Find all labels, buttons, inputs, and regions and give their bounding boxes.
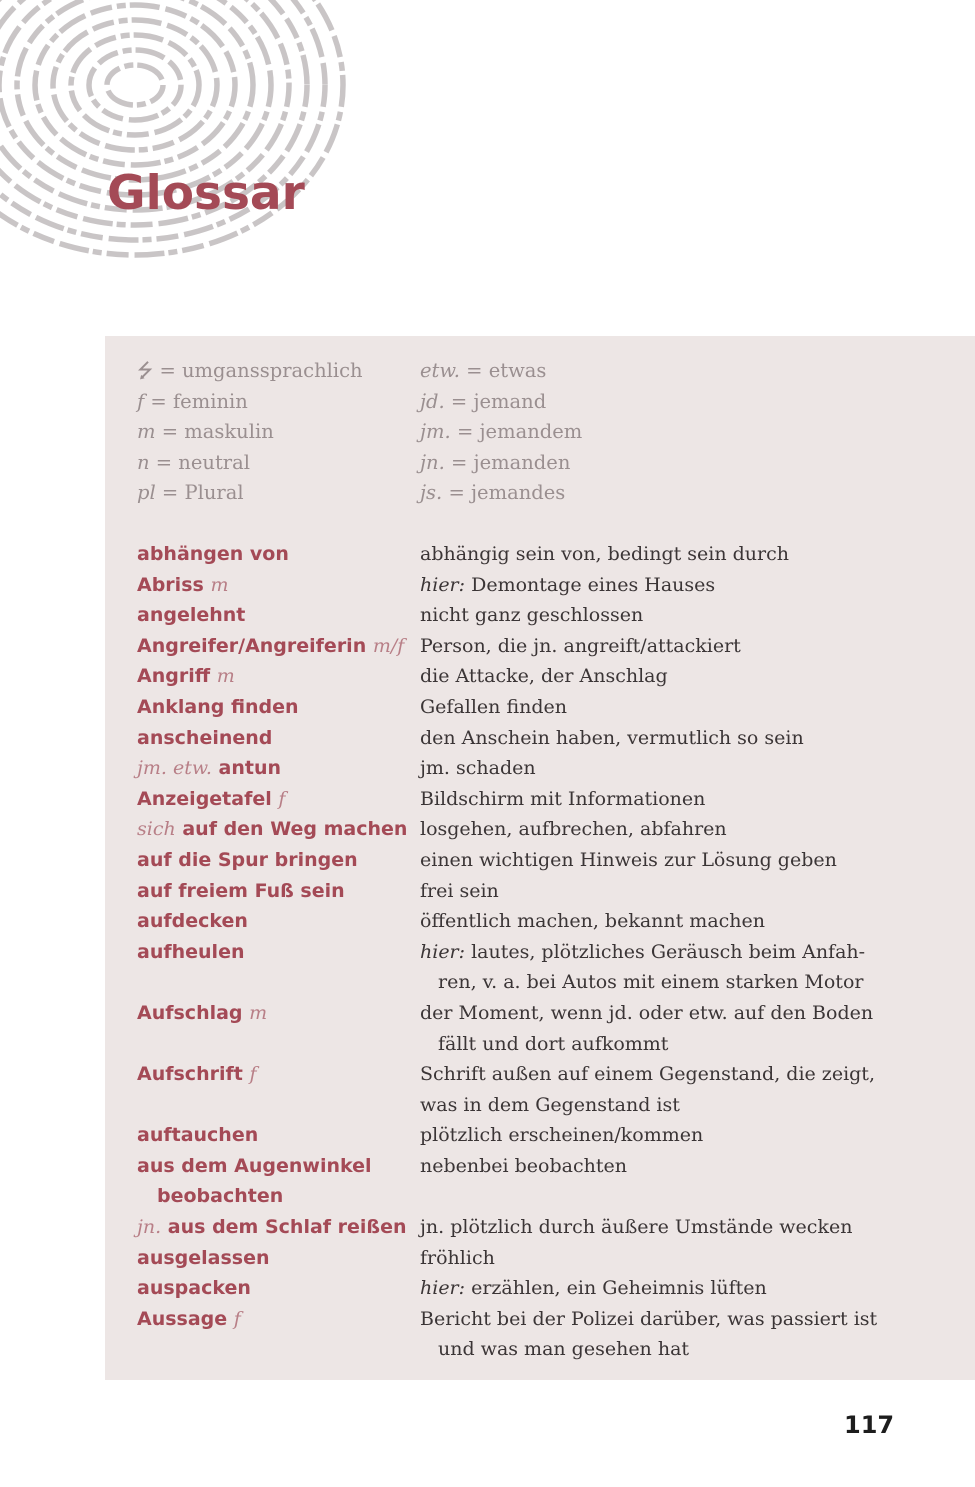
glossary-definition xyxy=(420,906,897,937)
term-text: aus dem Augenwinkel xyxy=(137,1154,372,1177)
term-prefix: jn. xyxy=(137,1216,162,1239)
glossary-definition xyxy=(420,937,897,998)
glossary-entry xyxy=(137,570,897,601)
glossary-definition xyxy=(420,1212,897,1243)
definition-line xyxy=(420,661,897,692)
glossary-definition xyxy=(420,845,897,876)
glossary-entry xyxy=(137,784,897,815)
glossary-entry xyxy=(137,937,897,998)
definition-text: fröhlich xyxy=(420,1246,495,1269)
definition-text: Bericht bei der Polizei darüber, was passiert ist xyxy=(420,1307,878,1330)
definition-line xyxy=(420,845,897,876)
glossary-term xyxy=(137,692,420,723)
glossary-term xyxy=(137,845,420,876)
glossary-entry xyxy=(137,814,897,845)
glossary-entry xyxy=(137,998,897,1059)
definition-text: Schrift außen auf einem Gegenstand, die zeigt, xyxy=(420,1063,875,1086)
term-text: Aufschrift xyxy=(137,1063,243,1086)
glossary-entry xyxy=(137,1273,897,1304)
abbreviation-left xyxy=(137,417,274,448)
glossary-definition xyxy=(420,1120,897,1151)
term-text: Angriff xyxy=(137,665,211,688)
definition-text: Gefallen finden xyxy=(420,695,568,718)
abbreviation-right xyxy=(420,387,546,418)
glossary-entry xyxy=(137,600,897,631)
term-text: Aufschlag xyxy=(137,1001,243,1024)
definition-prefix: hier: xyxy=(420,573,466,596)
fingerprint-icon xyxy=(0,0,350,300)
term-text: angelehnt xyxy=(137,604,246,627)
glossary-term xyxy=(137,1212,420,1243)
abbreviation-symbol: jn. xyxy=(420,450,445,474)
glossary-term xyxy=(137,539,420,570)
abbreviation-meaning: = jemandem xyxy=(450,420,583,443)
abbreviation-symbol: n xyxy=(137,450,150,474)
abbreviation-left xyxy=(137,448,250,479)
term-text: ausgelassen xyxy=(137,1246,270,1269)
glossary-definition xyxy=(420,814,897,845)
glossary-definition xyxy=(420,631,897,662)
glossary-term xyxy=(137,906,420,937)
abbreviation-right xyxy=(420,448,570,479)
definition-text: einen wichtigen Hinweis zur Lösung geben xyxy=(420,848,837,871)
page-title: Glossar xyxy=(107,166,305,221)
abbreviation-right xyxy=(420,478,565,509)
glossary-entry xyxy=(137,1304,897,1365)
definition-line xyxy=(420,1304,897,1335)
definition-continuation: und was man gesehen hat xyxy=(438,1338,690,1361)
glossary-term xyxy=(137,723,420,754)
term-text: auspacken xyxy=(137,1277,251,1300)
abbreviation-symbol: m xyxy=(137,420,156,443)
abbreviation-left xyxy=(137,387,248,418)
glossary-entry xyxy=(137,661,897,692)
glossary-definition xyxy=(420,1151,897,1212)
abbreviation-meaning: = Plural xyxy=(155,481,244,504)
definition-line xyxy=(420,600,897,631)
abbreviation-symbol: jd. xyxy=(420,389,445,413)
abbreviation-meaning: = jemanden xyxy=(444,450,571,474)
definition-line xyxy=(420,998,897,1029)
abbreviation-symbol: f xyxy=(137,389,145,413)
glossary-definition xyxy=(420,1304,897,1365)
definition-text: losgehen, aufbrechen, abfahren xyxy=(420,818,727,841)
definition-text: frei sein xyxy=(420,879,499,902)
grammar-label: m xyxy=(249,1001,268,1024)
glossary-term xyxy=(137,814,420,845)
definition-continuation: ren, v. a. bei Autos mit einem starken Motor xyxy=(438,971,864,994)
glossary-term xyxy=(137,876,420,907)
glossary-definition xyxy=(420,723,897,754)
term-text: auf den Weg machen xyxy=(182,818,408,841)
glossary-definition xyxy=(420,1243,897,1274)
glossary-term xyxy=(137,1120,420,1151)
abbreviation-meaning: = jemand xyxy=(444,389,547,413)
glossary-definition xyxy=(420,1059,897,1120)
term-text: aufheulen xyxy=(137,940,245,963)
definition-line xyxy=(420,539,897,570)
glossary-definition xyxy=(420,661,897,692)
definition-line xyxy=(420,1273,897,1304)
definition-line xyxy=(420,876,897,907)
term-text: Abriss xyxy=(137,573,204,596)
glossary-definition xyxy=(420,876,897,907)
abbreviation-right xyxy=(420,356,546,387)
glossary-term xyxy=(137,937,420,998)
term-text: abhängen von xyxy=(137,543,289,565)
page-number: 117 xyxy=(844,1411,895,1439)
definition-text: lautes, plötzliches Geräusch beim Anfah- xyxy=(465,940,866,963)
term-text: aufdecken xyxy=(137,910,248,933)
abbreviation-symbol: js. xyxy=(420,481,443,504)
definition-text: den Anschein haben, vermutlich so sein xyxy=(420,726,804,749)
abbreviation-symbol: pl xyxy=(137,481,156,504)
definition-line xyxy=(420,723,897,754)
definition-prefix: hier: xyxy=(420,940,466,963)
definition-text: Person, die jn. angreift/attackiert xyxy=(420,634,741,657)
grammar-label: m xyxy=(216,665,235,688)
term-text: aus dem Schlaf reißen xyxy=(167,1216,407,1239)
definition-text: Demontage eines Hauses xyxy=(465,573,716,596)
glossary-entry xyxy=(137,1059,897,1120)
abbreviation-meaning: = feminin xyxy=(144,389,248,413)
term-text: Anklang finden xyxy=(137,695,299,718)
abbreviation-meaning: = neutral xyxy=(149,450,250,474)
term-text: anscheinend xyxy=(137,726,273,749)
abbreviation-meaning: = jemandes xyxy=(442,481,566,504)
grammar-label: f xyxy=(249,1063,257,1086)
glossary-term xyxy=(137,1304,420,1365)
grammar-label: m/f xyxy=(372,634,405,657)
term-text: auf freiem Fuß sein xyxy=(137,879,345,902)
definition-text: erzählen, ein Geheimnis lüften xyxy=(465,1277,767,1300)
definition-line xyxy=(420,784,897,815)
glossary-entry xyxy=(137,539,897,570)
grammar-label: f xyxy=(278,787,286,810)
abbreviation-left xyxy=(137,478,244,509)
term-text: Anzeigetafel xyxy=(137,787,272,810)
abbreviation-symbol: etw. xyxy=(420,359,460,382)
glossary-list xyxy=(137,539,897,1365)
definition-line xyxy=(420,1212,897,1243)
term-text: auftauchen xyxy=(137,1124,259,1147)
glossary-definition xyxy=(420,753,897,784)
definition-line xyxy=(420,1120,897,1151)
glossary-term xyxy=(137,784,420,815)
glossary-definition xyxy=(420,1273,897,1304)
glossary-definition xyxy=(420,998,897,1059)
definition-text: jm. schaden xyxy=(420,757,536,780)
abbreviation-symbol: jm. xyxy=(420,420,451,443)
glossary-entry xyxy=(137,631,897,662)
definition-text: jn. plötzlich durch äußere Umstände wecken xyxy=(420,1216,853,1239)
definition-line xyxy=(420,937,897,968)
glossary-term xyxy=(137,570,420,601)
glossary-term xyxy=(137,661,420,692)
definition-text: nicht ganz geschlossen xyxy=(420,604,644,627)
term-text: auf die Spur bringen xyxy=(137,848,358,871)
glossary-entry xyxy=(137,723,897,754)
definition-text: abhängig sein von, bedingt sein durch xyxy=(420,543,789,565)
definition-text: öffentlich machen, bekannt machen xyxy=(420,910,766,933)
glossary-term xyxy=(137,1273,420,1304)
glossary-term xyxy=(137,1059,420,1120)
glossary-definition xyxy=(420,539,897,570)
abbreviation-meaning: = maskulin xyxy=(155,420,274,443)
grammar-label: m xyxy=(210,573,229,596)
abbreviation-meaning: = umganssprachlich xyxy=(153,359,363,382)
glossary-entry xyxy=(137,1212,897,1243)
definition-line xyxy=(420,753,897,784)
definition-line xyxy=(420,1151,897,1182)
definition-continuation: was in dem Gegenstand ist xyxy=(420,1093,680,1116)
term-text: Aussage xyxy=(137,1307,228,1330)
glossary-term xyxy=(137,1151,420,1212)
abbreviation-left xyxy=(137,356,363,387)
definition-text: nebenbei beobachten xyxy=(420,1154,627,1177)
term-prefix: sich xyxy=(137,818,176,841)
glossary-term xyxy=(137,600,420,631)
definition-line xyxy=(420,814,897,845)
definition-line xyxy=(420,906,897,937)
definition-text: plötzlich erscheinen/kommen xyxy=(420,1124,704,1147)
definition-continuation: fällt und dort aufkommt xyxy=(438,1032,669,1055)
definition-prefix: hier: xyxy=(420,1277,466,1300)
definition-line xyxy=(420,570,897,601)
abbreviation-symbol: ⭍ xyxy=(137,359,154,382)
glossary-definition xyxy=(420,570,897,601)
term-text: Angreifer/Angreiferin xyxy=(137,634,367,657)
glossary-definition xyxy=(420,784,897,815)
glossary-entry xyxy=(137,906,897,937)
glossary-entry xyxy=(137,845,897,876)
glossary-entry xyxy=(137,876,897,907)
definition-line xyxy=(420,692,897,723)
definition-text: die Attacke, der Anschlag xyxy=(420,665,668,688)
glossary-entry xyxy=(137,692,897,723)
term-prefix: jm. etw. xyxy=(137,757,212,780)
glossary-term xyxy=(137,1243,420,1274)
definition-line xyxy=(420,1243,897,1274)
abbreviation-meaning: = etwas xyxy=(459,359,547,382)
definition-line xyxy=(420,1059,897,1090)
glossary-definition xyxy=(420,692,897,723)
abbreviation-right xyxy=(420,417,582,448)
definition-text: der Moment, wenn jd. oder etw. auf den Boden xyxy=(420,1001,874,1024)
definition-line xyxy=(420,631,897,662)
glossary-entry xyxy=(137,1120,897,1151)
glossary-term xyxy=(137,753,420,784)
grammar-label: f xyxy=(233,1307,241,1330)
term-continuation: beobachten xyxy=(157,1185,284,1208)
glossary-definition xyxy=(420,600,897,631)
glossary-term xyxy=(137,998,420,1059)
glossary-term xyxy=(137,631,420,662)
definition-text: Bildschirm mit Informationen xyxy=(420,787,706,810)
glossary-entry xyxy=(137,753,897,784)
glossary-entry xyxy=(137,1151,897,1212)
term-text: antun xyxy=(218,757,282,780)
glossary-entry xyxy=(137,1243,897,1274)
